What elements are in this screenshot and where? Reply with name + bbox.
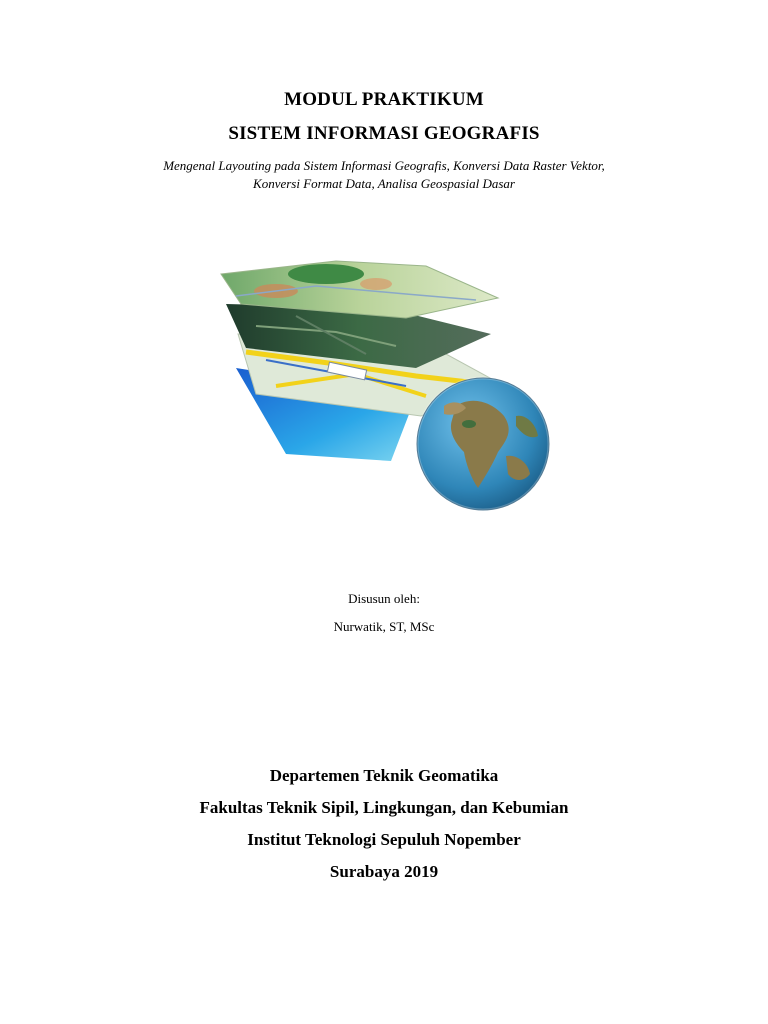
document-subtitle-line1: Mengenal Layouting pada Sistem Informasi Geografis, Konversi Data Raster Vektor, [163,158,605,173]
author-name: Nurwatik, ST, MSc [333,619,435,634]
compiled-by-label: Disusun oleh: [348,591,420,606]
gis-layers-illustration [216,256,551,511]
document-subtitle-line2: Konversi Format Data, Analisa Geospasial Dasar [253,176,515,191]
document-title-line2: SISTEM INFORMASI GEOGRAFIS [228,123,540,144]
place-year: Surabaya 2019 [329,862,439,881]
document-title-line1: MODUL PRAKTIKUM [284,89,484,110]
faculty-name: Fakultas Teknik Sipil, Lingkungan, dan Kebumian [199,798,569,817]
institute-name: Institut Teknologi Sepuluh Nopember [247,830,521,849]
department-name: Departemen Teknik Geomatika [269,766,499,785]
gis-layers-globe-icon [216,256,551,511]
